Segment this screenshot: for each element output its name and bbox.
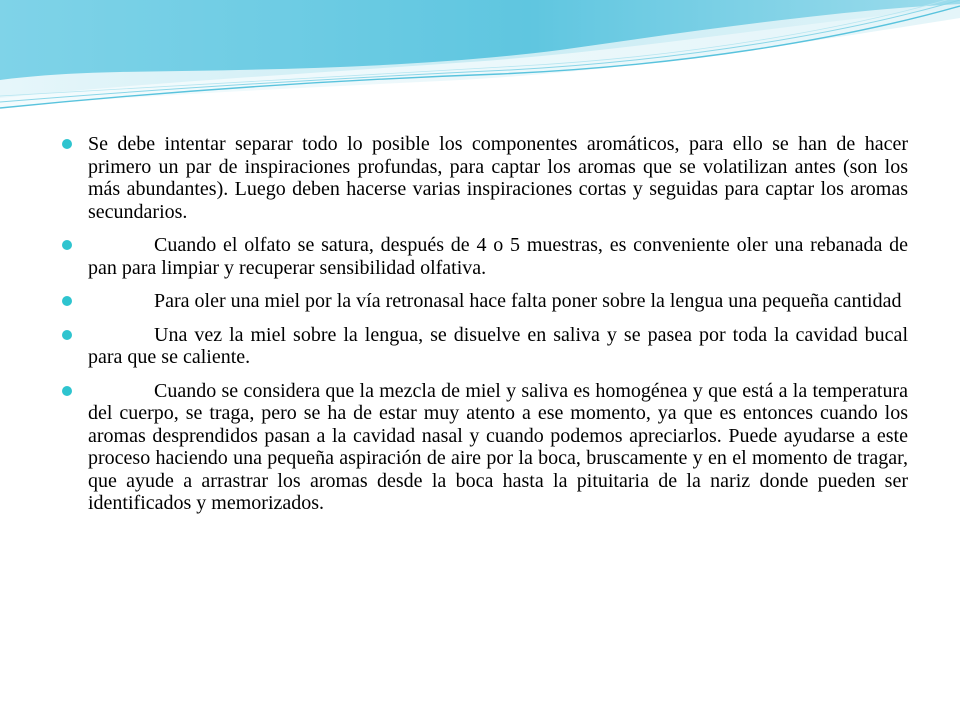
decorative-wave-header [0,0,960,140]
bullet-item [62,290,908,313]
bullet-icon [62,330,72,340]
bullet-icon [62,240,72,250]
bullet-item [62,380,908,515]
bullet-item [62,324,908,369]
bullet-text: Se debe intentar separar todo lo posible los componentes aromáticos, para ello se han de hacer primero un par de inspiraciones profundas, para captar los aromas que se volatilizan antes (son los más abundantes). Luego deben hacerse varias inspiraciones cortas y seguidas para captar los aromas secundarios. [88,133,908,223]
bullet-item [62,234,908,279]
bullet-text: Una vez la miel sobre la lengua, se disuelve en saliva y se pasea por toda la cavidad bucal para que se caliente. [88,323,908,368]
bullet-icon [62,386,72,396]
bullet-text: Cuando se considera que la mezcla de miel y saliva es homogénea y que está a la temperatura del cuerpo, se traga, pero se ha de estar muy atento a ese momento, ya que es entonces cuando los aromas desprendidos pasan a la cavidad nasal y cuando podemos apreciarlos. Puede ayudarse a este proceso haciendo una pequeña aspiración de aire por la boca, bruscamente y en el momento de tragar, que ayude a arrastrar los aromas desde la boca hasta la pituitaria de la nariz donde pueden ser identificados y memorizados. [88,379,908,514]
content-area [62,133,908,526]
bullet-icon [62,296,72,306]
bullet-list [62,133,908,515]
bullet-text: Cuando el olfato se satura, después de 4 o 5 muestras, es conveniente oler una rebanada de pan para limpiar y recuperar sensibilidad olfativa. [88,234,908,279]
bullet-text: Para oler una miel por la vía retronasal hace falta poner sobre la lengua una pequeña cantidad [154,290,902,312]
bullet-item [62,133,908,223]
bullet-icon [62,139,72,149]
